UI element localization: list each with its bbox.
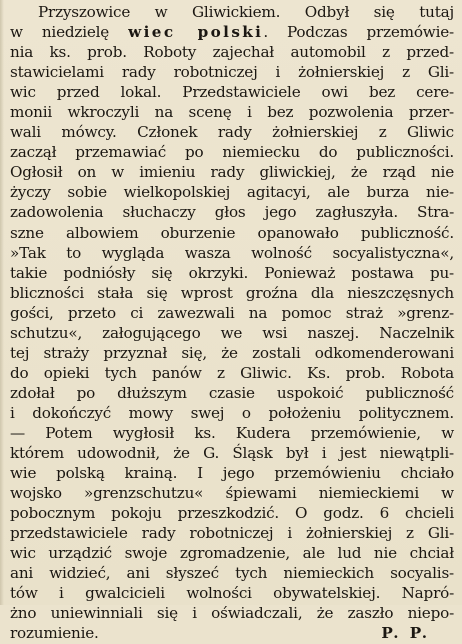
text-line: szne albowiem oburzenie opanowało publiczność. — [10, 223, 454, 242]
text-line: pobocznym pokoju przeszkodzić. O godz. 6 chcieli — [10, 504, 454, 523]
text-line: wic przed lokal. Przedstawiciele owi bez cere- — [10, 83, 454, 102]
text-line — [10, 623, 454, 643]
text-line: bliczności stała się wprost groźna dla nieszczęsnych — [10, 283, 454, 302]
text-line: wali mówcy. Członek rady żołnierskiej z Gliwic — [10, 123, 454, 142]
scan-edge-shadow — [0, 0, 4, 605]
text-line: ani widzieć, ani słyszeć tych niemieckich socyalis- — [10, 564, 454, 583]
text-line: nia ks. prob. Roboty zajechał automobil z przed- — [10, 43, 454, 62]
spaced-emphasis: wiec polski — [128, 23, 264, 42]
text-span: . Podczas przemówie- — [263, 23, 454, 42]
text-line: i dokończyć mowy swej o położeniu politycznem. — [10, 403, 454, 422]
text-line: — Potem wygłosił ks. Kudera przemówienie, w — [10, 423, 454, 442]
text-line: »Tak to wygląda wasza wolność socyalistyczna«, — [10, 243, 454, 262]
text-line: zdołał po dłuższym czasie uspokoić publiczność — [10, 383, 454, 402]
text-line: wie polską krainą. I jego przemówieniu chciało — [10, 464, 454, 483]
text-line: wojsko »grenzschutzu« śpiewami niemieckiemi w — [10, 484, 454, 503]
text-line: Ogłosił on w imieniu rady gliwickiej, że rząd nie — [10, 163, 454, 182]
text-span: rozumienie. — [10, 624, 99, 643]
text-span: w niedzielę — [10, 23, 110, 42]
text-line: tej straży przyznał się, że zostali odkomenderowani — [10, 343, 454, 362]
text-line: życzy sobie wielkopolskiej agitacyi, ale burza nie- — [10, 183, 454, 202]
text-line: takie podniósły się okrzyki. Ponieważ postawa pu- — [10, 263, 454, 282]
text-line: Przyszowice w Gliwickiem. Odbył się tutaj — [38, 3, 454, 21]
signature: P. P. — [381, 624, 430, 643]
article-text — [10, 2, 454, 644]
text-line — [10, 22, 454, 42]
text-line: gości, przeto ci zawezwali na pomoc straż »grenz- — [10, 303, 454, 322]
text-line: monii wkroczyli na scenę i bez pozwolenia przer- — [10, 103, 454, 122]
text-line: którem udowodnił, że G. Śląsk był i jest niewątpli- — [10, 444, 454, 463]
text-line: wic urządzić swoje zgromadzenie, ale lud nie chciał — [10, 544, 454, 563]
text-line: schutzu«, załogującego we wsi naszej. Naczelnik — [10, 323, 454, 342]
text-line: żno uniewinniali się i oświadczali, że zaszło niepo- — [10, 604, 454, 623]
text-line: zadowolenia słuchaczy głos jego zagłuszyła. Stra- — [10, 203, 454, 222]
text-line: stawicielami rady robotniczej i żołnierskiej z Gli- — [10, 63, 454, 82]
text-line: tów i gwalcicieli wolności obywatelskiej. Napró- — [10, 584, 454, 603]
text-line: zaczął przemawiać po niemiecku do publiczności. — [10, 143, 454, 162]
text-line: przedstawiciele rady robotniczej i żołnierskiej z Gli- — [10, 524, 454, 543]
text-line: do opieki tych panów z Gliwic. Ks. prob. Robota — [10, 363, 454, 382]
